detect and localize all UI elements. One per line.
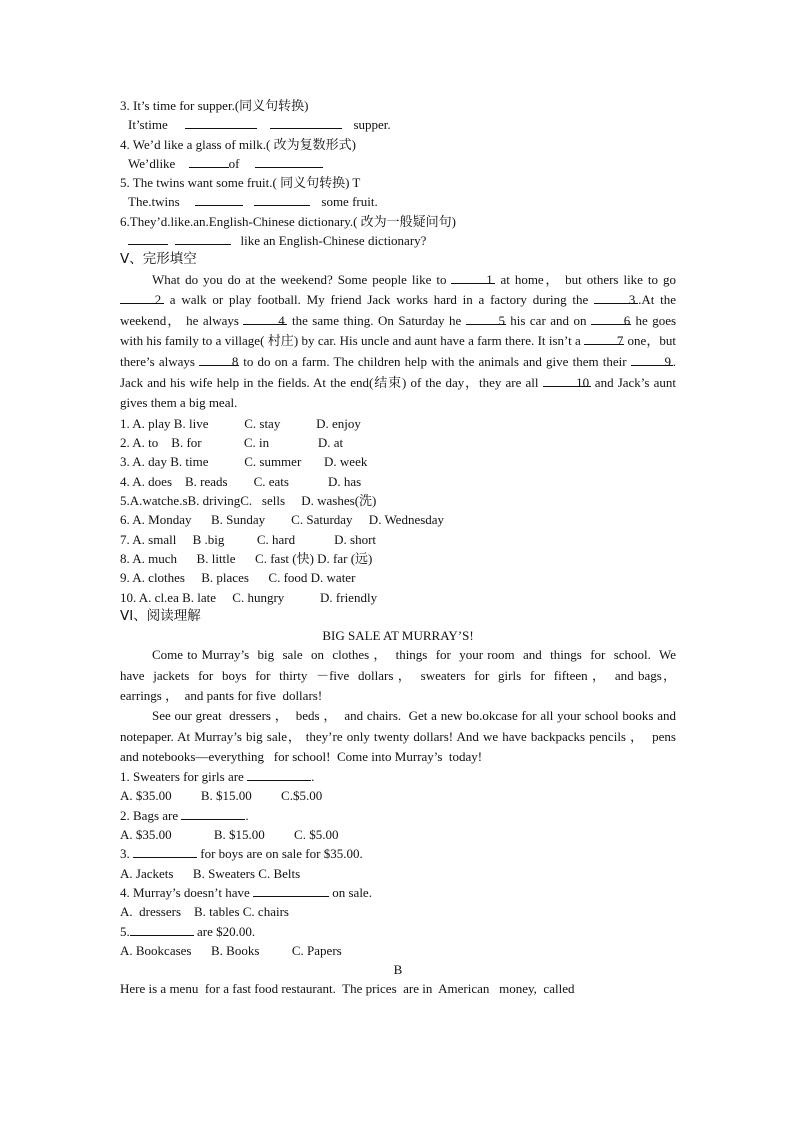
reading-options-3: A. Jackets B. Sweaters C. Belts xyxy=(120,865,301,881)
transform-q6: 6.They’d.like.an.English-Chinese dictionary.( 改为一般疑问句) xyxy=(120,213,457,229)
answer-blank[interactable] xyxy=(270,115,342,129)
cloze-option-4: 4. A. does B. reads C. eats D. has xyxy=(120,473,362,489)
cloze-blank-2[interactable]: 2 xyxy=(120,290,164,304)
transform-q3-answer: It’stime supper. xyxy=(128,117,391,133)
reading-question-2: 2. Bags are . xyxy=(120,807,249,823)
reading-question-4: 4. Murray’s doesn’t have on sale. xyxy=(120,884,372,900)
answer-blank[interactable] xyxy=(189,154,229,168)
answer-blank[interactable] xyxy=(133,844,197,858)
answer-blank[interactable] xyxy=(128,231,168,245)
cloze-blank-10[interactable]: 10 xyxy=(543,373,591,387)
reading-options-4: A. dressers B. tables C. chairs xyxy=(120,904,289,920)
cloze-blank-5[interactable]: 5 xyxy=(466,311,506,325)
transform-q5-answer: The.twins some fruit. xyxy=(128,194,378,210)
answer-blank[interactable] xyxy=(195,192,243,206)
cloze-option-1: 1. A. play B. live C. stay D. enjoy xyxy=(120,415,361,431)
reading-question-3: 3. for boys are on sale for $35.00. xyxy=(120,846,363,862)
reading-question-5: 5. are $20.00. xyxy=(120,923,256,939)
reading-options-2: A. $35.00 B. $15.00 C. $5.00 xyxy=(120,827,339,843)
cloze-blank-3[interactable]: 3 xyxy=(594,290,638,304)
answer-blank[interactable] xyxy=(181,806,245,820)
transform-q5: 5. The twins want some fruit.( 同义句转换) T xyxy=(120,175,361,191)
reading-paragraph-2: See our great dressers ， beds ， and chairs. Get a new bo.okcase for all your school books and notepaper. At Murray’s big sale， they’re only twenty dollars! And we have backpacks pencils ， pens and notebooks—everything for school! Come into Murray’s today! xyxy=(120,708,680,764)
cloze-passage: What do you do at the weekend? Some people like to 1 at home， but others like to go 2 a walk or play football. My friend Jack works hard in a factory during the 3 .At the weekend， he always 4 the same thing. On Saturday he 5 his car and on 6 he goes with his family to a village( 村庄) by car. His uncle and aunt have a farm there. It isn’t a 7 one，but there’s always 8 to do on a farm. The children help with the animals and give them their 9 . Jack and his wife help in the fields. At the end(结束) of the day，they are all 10 and Jack’s aunt gives them a big meal. xyxy=(120,271,677,411)
cloze-option-10: 10. A. cl.ea B. late C. hungry D. friendly xyxy=(120,589,378,605)
cloze-blank-7[interactable]: 7 xyxy=(584,331,624,345)
cloze-blank-6[interactable]: 6 xyxy=(591,311,631,325)
cloze-option-3: 3. A. day B. time C. summer D. week xyxy=(120,454,368,470)
cloze-option-7: 7. A. small B .big C. hard D. short xyxy=(120,531,377,547)
transform-q3: 3. It’s time for supper.(同义句转换) xyxy=(120,98,309,113)
answer-blank[interactable] xyxy=(185,115,257,129)
cloze-blank-4[interactable]: 4 xyxy=(243,311,287,325)
cloze-heading: V、完形填空 xyxy=(120,251,197,268)
cloze-option-6: 6. A. Monday B. Sunday C. Saturday D. Wednesday xyxy=(120,512,445,528)
reading-title: BIG SALE AT MURRAY’S! xyxy=(322,628,474,644)
answer-blank[interactable] xyxy=(253,883,329,897)
section-b-text: Here is a menu for a fast food restaurant. The prices are in American money, called xyxy=(120,981,575,997)
cloze-option-5: 5.A.watche.sB. drivingC. sells D. washes(洗) xyxy=(120,493,377,509)
answer-blank[interactable] xyxy=(247,767,311,781)
answer-blank[interactable] xyxy=(254,192,310,206)
reading-paragraph-1: Come to Murray’s big sale on clothes ， things for your room and things for school. We have jackets for boys for thirty －five dollars ， sweaters for girls for fifteen ， and bags， earrings ， and pants for five dollars! xyxy=(120,647,680,703)
reading-heading: VI、阅读理解 xyxy=(120,607,201,624)
answer-blank[interactable] xyxy=(255,154,323,168)
cloze-option-8: 8. A. much B. little C. fast (快) D. far (远) xyxy=(120,550,373,566)
reading-options-1: A. $35.00 B. $15.00 C.$5.00 xyxy=(120,788,323,804)
cloze-blank-1[interactable]: 1 xyxy=(451,270,495,284)
transform-q4-answer: We’dlike of xyxy=(120,154,676,173)
answer-blank[interactable] xyxy=(175,231,231,245)
worksheet-page xyxy=(120,96,680,999)
transform-q4: 4. We’d like a glass of milk.( 改为复数形式) xyxy=(120,136,356,152)
cloze-blank-9[interactable]: 9 xyxy=(631,352,673,366)
cloze-option-2: 2. A. to B. for C. in D. at xyxy=(120,435,344,451)
section-b-label: B xyxy=(393,962,403,978)
reading-question-1: 1. Sweaters for girls are . xyxy=(120,769,315,785)
transform-q6-answer: like an English-Chinese dictionary? xyxy=(120,231,676,250)
cloze-blank-8[interactable]: 8 xyxy=(199,352,239,366)
reading-options-5: A. Bookcases B. Books C. Papers xyxy=(120,942,342,958)
cloze-option-9: 9. A. clothes B. places C. food D. water xyxy=(120,570,356,586)
answer-blank[interactable] xyxy=(130,922,194,936)
